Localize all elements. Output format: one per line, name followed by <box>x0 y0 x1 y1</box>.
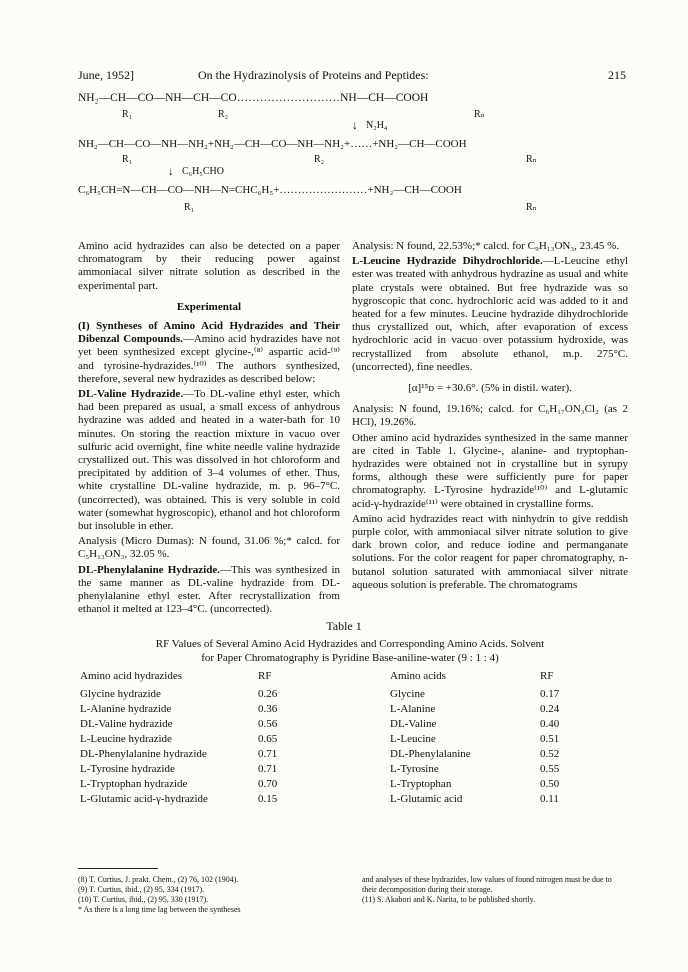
table-header-cell: RF <box>258 670 272 682</box>
reaction-scheme <box>78 92 626 232</box>
table-cell: 0.17 <box>540 688 560 700</box>
footnotes-right <box>362 875 628 905</box>
table-cell: Glycine hydrazide <box>80 688 161 700</box>
table-row <box>80 688 630 703</box>
table-row <box>80 703 630 718</box>
color-reaction-paragraph: Amino acid hydrazides react with ninhydrin to give reddish purple color, with ammoniacal silver nitrate solution to give dark brown color, and reduce iodine and permanganate solutions. For the color reagent for paper chromatography, n-butanol solution saturated with ammoniacal silver nitrate aqueous solution is preferable. The chromatograms <box>352 512 628 591</box>
table-cell: DL-Phenylalanine hydrazide <box>80 748 207 760</box>
table-cell: 0.71 <box>258 748 278 760</box>
phenylalanine-paragraph <box>78 564 340 617</box>
table-header-cell: Amino acids <box>390 670 446 682</box>
table-cell: L-Glutamic acid-γ-hydrazide <box>80 793 208 805</box>
header-date: June, 1952] <box>78 68 134 82</box>
valine-body: —To DL-valine ethyl ester, which had been prepared as usual, a small excess of anhydrous hydrazine was added and heated in a water-bath for 10 minutes. On storing the reaction mixture in vacuo over sulfuric acid overnight, fine white needle valine hydrazide crystallized out. This was dissolved in hot chloroform and precipitated by addition of 3–4 volumes of ether. Thus, white crystalline DL-valine hydrazide, m. p. 96–7°C. (uncorrected), was obtained. This is very soluble in cold water (somewhat hygroscopic), ethanol and hot chloroform but insoluble in ether. <box>78 388 340 533</box>
table-cell: L-Alanine hydrazide <box>80 703 172 715</box>
table-cell: L-Tryptophan hydrazide <box>80 778 188 790</box>
synthesis-body: —Amino acid hydrazides have not yet been synthesized except glycine-,⁽⁸⁾ aspartic acid-⁽⁹⁾ and tyrosine-hydrazides.⁽¹⁰⁾ The authors synthesized, therefore, several new hydrazides as described below: <box>78 333 340 385</box>
table-row <box>80 748 630 763</box>
section-heading: Experimental <box>176 300 242 313</box>
table-cell: Glycine <box>390 688 425 700</box>
scheme-reagent-1: N₂H₄ <box>366 120 388 131</box>
right-column <box>352 240 628 594</box>
phenylalanine-body: —This was synthesized in the same manner as DL-valine hydrazide from DL-phenylalanine ethyl ester. After recrystallization from ethanol it melted at 123–4°C. (uncorrected). <box>78 563 341 616</box>
scheme-sub-r1c: R₁ <box>184 202 195 213</box>
other-hydrazides-paragraph: Other amino acid hydrazides synthesized in the same manner are cited in Table 1. Glycine-, alanine- and tryptophan-hydrazides were obtained not in crystalline but in syrupy forms, although these were sufficiently pure for paper chromatography. L-Tyrosine hydrazide⁽¹⁰⁾ and L-glutamic acid-γ-hydrazide⁽¹¹⁾ were obtained in crystalline forms. <box>352 431 628 510</box>
table-cell: L-Tyrosine <box>390 763 439 775</box>
scheme-reagent-arrow-1: ↓ <box>352 120 358 132</box>
synthesis-paragraph <box>78 320 340 386</box>
scheme-reagent-2: C₆H₅CHO <box>182 166 224 177</box>
scheme-sub-rnb: Rₙ <box>526 154 537 165</box>
table-cell: L-Tyrosine hydrazide <box>80 763 175 775</box>
table-cell: 0.65 <box>258 733 278 745</box>
table-cell: L-Leucine <box>390 733 436 745</box>
table-cell: 0.71 <box>258 763 278 775</box>
scheme-sub-r2b: R₂ <box>314 154 325 165</box>
table-header-cell: Amino acid hydrazides <box>80 670 183 682</box>
scheme-sub-rnc: Rₙ <box>526 202 537 213</box>
table-row <box>80 733 630 748</box>
table-cell: 0.11 <box>540 793 559 805</box>
scheme-sub-rn: Rₙ <box>474 109 485 120</box>
scheme-sub-r2: R₂ <box>218 109 229 120</box>
phenylalanine-heading: DL-Phenylalanine Hydrazide. <box>78 563 220 576</box>
table-cell: 0.24 <box>540 703 560 715</box>
footnote: * As there is a long time lag between the syntheses <box>78 905 241 914</box>
table-cell: 0.15 <box>258 793 278 805</box>
scheme-sub-r1: R₁ <box>122 109 133 120</box>
footnote: and analyses of these hydrazides, low values of found nitrogen must be due to their decomposition during their storage. <box>362 875 612 894</box>
table-header-cell: RF <box>540 670 554 682</box>
table-cell: L-Glutamic acid <box>390 793 463 805</box>
scheme-reagent-arrow-2: ↓ <box>168 166 174 178</box>
table-cell: L-Leucine hydrazide <box>80 733 172 745</box>
table-cell: 0.52 <box>540 748 560 760</box>
table-cell: 0.51 <box>540 733 560 745</box>
leucine-body: —L-Leucine ethyl ester was treated with anhydrous hydrazine as usual and white plate crystals were obtained. But free hydrazide was so hygroscopic that conc. hydrochloric acid was added to it and heated for a few minutes. Leucine hydrazide dihydrochloride thus crystallized out, which, after evaporation of excess hydrochloric acid in vacuo over potassium hydroxide, was recrystallized from absolute ethanol, m.p. 275°C. (uncorrected), fine needles. <box>352 255 628 373</box>
table-cell: 0.50 <box>540 778 560 790</box>
footnote: (10) T. Curtius, ibid., (2) 95, 330 (1917). <box>78 895 209 904</box>
valine-heading: DL-Valine Hydrazide. <box>78 388 184 401</box>
scheme-line-3: C₆H₅CH=N—CH—CO—NH—N=CHC₆H₅+……………………+NH₂—CH—COOH <box>78 184 462 196</box>
footnote-rule <box>78 868 158 869</box>
table-caption: RF Values of Several Amino Acid Hydrazides and Corresponding Amino Acids. Solvent for Paper Chromatography is Pyridine Base-aniline-water (9 : 1 : 4) <box>155 638 545 664</box>
table-cell: 0.70 <box>258 778 278 790</box>
scheme-line-2: NH₂—CH—CO—NH—NH₂+NH₂—CH—CO—NH—NH₂+……+NH₂—CH—COOH <box>78 138 467 150</box>
intro-paragraph: Amino acid hydrazides can also be detected on a paper chromatogram by their reducing power against ammoniacal silver nitrate solution as described in the experimental part. <box>78 240 340 292</box>
table-cell: DL-Valine <box>390 718 437 730</box>
table-cell: 0.36 <box>258 703 278 715</box>
table-row <box>80 763 630 778</box>
leucine-heading: L-Leucine Hydrazide Dihydrochloride. <box>352 255 543 268</box>
left-column <box>78 240 340 618</box>
page-number: 215 <box>608 68 626 82</box>
valine-analysis: Analysis (Micro Dumas): N found, 31.06 %;* calcd. for C₅H₁₃ON₃, 32.05 %. <box>78 535 340 561</box>
table-cell: L-Alanine <box>390 703 436 715</box>
footnotes-left <box>78 875 348 915</box>
footnote: (9) T. Curtius, ibid., (2) 95, 334 (1917). <box>78 885 205 894</box>
footnote: (11) S. Akabori and K. Narita, to be published shortly. <box>362 895 536 904</box>
table-header-row <box>80 670 630 685</box>
leucine-analysis: Analysis: N found, 19.16%; calcd. for C₆H₁₇ON₃Cl₂ (as 2 HCl), 19.26%. <box>352 403 628 429</box>
running-header <box>78 68 626 86</box>
table-cell: DL-Phenylalanine <box>390 748 471 760</box>
synthesis-heading: (I) Syntheses of Amino Acid Hydrazides and Their Dibenzal Compounds. <box>78 320 340 346</box>
leucine-paragraph <box>352 255 628 374</box>
phenylalanine-analysis: Analysis: N found, 22.53%;* calcd. for C₉H₁₃ON₃, 23.45 %. <box>352 240 620 252</box>
table-cell: 0.55 <box>540 763 560 775</box>
scheme-line-1: NH₂—CH—CO—NH—CH—CO………………………NH—CH—COOH <box>78 92 429 104</box>
footnote: (8) T. Curtius, J. prakt. Chem., (2) 76, 102 (1904). <box>78 875 239 884</box>
table-cell: 0.26 <box>258 688 278 700</box>
table-row <box>80 778 630 793</box>
table-label: Table 1 <box>326 619 362 633</box>
table-row <box>80 718 630 733</box>
table-cell: L-Tryptophan <box>390 778 452 790</box>
table-cell: 0.56 <box>258 718 278 730</box>
scheme-sub-r1b: R₁ <box>122 154 133 165</box>
table-cell: DL-Valine hydrazide <box>80 718 173 730</box>
table-cell: 0.40 <box>540 718 560 730</box>
header-title: On the Hydrazinolysis of Proteins and Peptides: <box>198 68 429 82</box>
optical-rotation: [α]¹⁵ᴅ = +30.6°. (5% in distil. water). <box>408 382 572 395</box>
table-row <box>80 793 630 808</box>
valine-paragraph <box>78 388 340 533</box>
